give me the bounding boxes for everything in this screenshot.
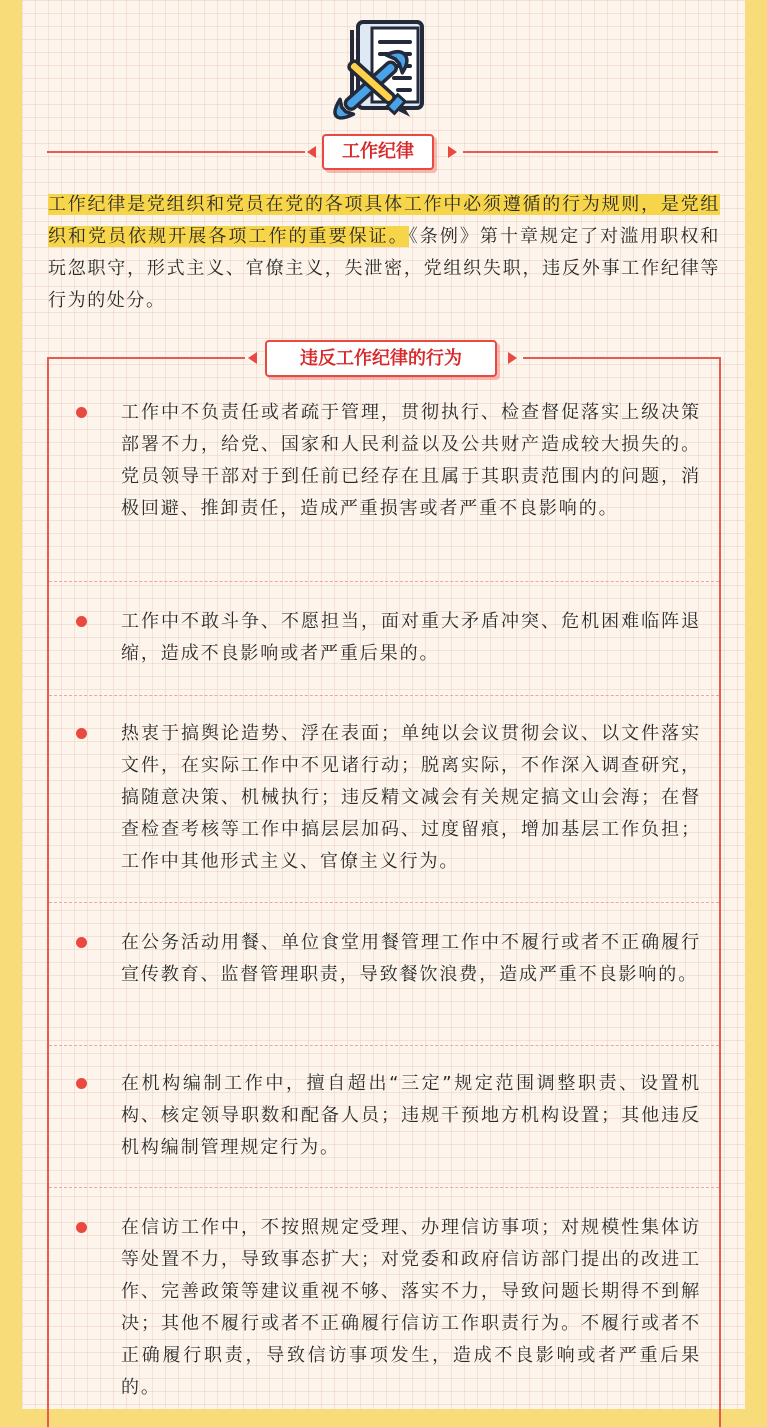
violations-frame xyxy=(47,357,721,1427)
list-item xyxy=(49,1068,719,1164)
item-divider xyxy=(49,695,719,696)
list-item-text: 在信访工作中，不按照规定受理、办理信访事项；对规模性集体访等处置不力，导致事态扩大；对党委和政府信访部门提出的改进工作、完善政策等建议重视不够、落实不力，导致问题长期得不到解决；其他不履行或者不正确履行信访工作职责行为。不履行或者不正确履行职责，导致信访事项发生，造成不良影响或者严重后果的。 xyxy=(121,1217,701,1398)
section-arrow-left xyxy=(307,146,316,158)
section-rule-right xyxy=(463,151,718,153)
bullet-dot-icon xyxy=(76,1222,87,1233)
item-divider xyxy=(49,1045,719,1046)
section-title: 工作纪律 xyxy=(322,134,434,170)
intro-highlight: 工作纪律是党组织和党员在党的各项具体工作中必须遵循的行为规则，是党组织和党员依规开展各项工作的重要保证。 xyxy=(48,194,720,247)
list-item xyxy=(49,718,719,878)
item-divider xyxy=(49,902,719,903)
list-item-text: 在机构编制工作中，擅自超出“三定”规定范围调整职责、设置机构、核定领导职数和配备人员；违规干预地方机构设置；其他违反机构编制管理规定行为。 xyxy=(121,1073,701,1158)
list-item xyxy=(49,397,719,525)
list-item xyxy=(49,927,719,991)
list-item xyxy=(49,606,719,670)
document-tools-icon xyxy=(330,16,436,120)
section-arrow-right xyxy=(448,146,457,158)
list-item-text: 工作中不负责任或者疏于管理，贯彻执行、检查督促落实上级决策部署不力，给党、国家和人民利益以及公共财产造成较大损失的。党员领导干部对于到任前已经存在且属于其职责范围内的问题，消极回避、推卸责任，造成严重损害或者严重不良影响的。 xyxy=(121,402,701,519)
subsection-title: 违反工作纪律的行为 xyxy=(265,340,497,377)
list-item-text: 工作中不敢斗争、不愿担当，面对重大矛盾冲突、危机困难临阵退缩，造成不良影响或者严重后果的。 xyxy=(121,611,701,664)
list-item-text: 在公务活动用餐、单位食堂用餐管理工作中不履行或者不正确履行宣传教育、监督管理职责，导致餐饮浪费，造成严重不良影响的。 xyxy=(121,932,701,985)
list-item-text: 热衷于搞舆论造势、浮在表面；单纯以会议贯彻会议、以文件落实文件，在实际工作中不见诸行动；脱离实际，不作深入调查研究，搞随意决策、机械执行；违反精文减会有关规定搞文山会海；在督查检查考核等工作中搞层层加码、过度留痕，增加基层工作负担；工作中其他形式主义、官僚主义行为。 xyxy=(121,723,701,872)
bullet-dot-icon xyxy=(76,728,87,739)
item-divider xyxy=(49,1187,719,1188)
list-item xyxy=(49,1212,719,1404)
bullet-dot-icon xyxy=(76,616,87,627)
section-rule-left xyxy=(47,151,305,153)
bullet-dot-icon xyxy=(76,937,87,948)
intro-paragraph xyxy=(48,189,720,317)
intro-text: 《条例》第十章规定了对滥用职权和玩忽职守，形式主义、官僚主义，失泄密，党组织失职，违反外事工作纪律等行为的处分。 xyxy=(48,226,720,311)
bullet-dot-icon xyxy=(76,1078,87,1089)
item-divider xyxy=(49,581,719,582)
bullet-dot-icon xyxy=(76,407,87,418)
